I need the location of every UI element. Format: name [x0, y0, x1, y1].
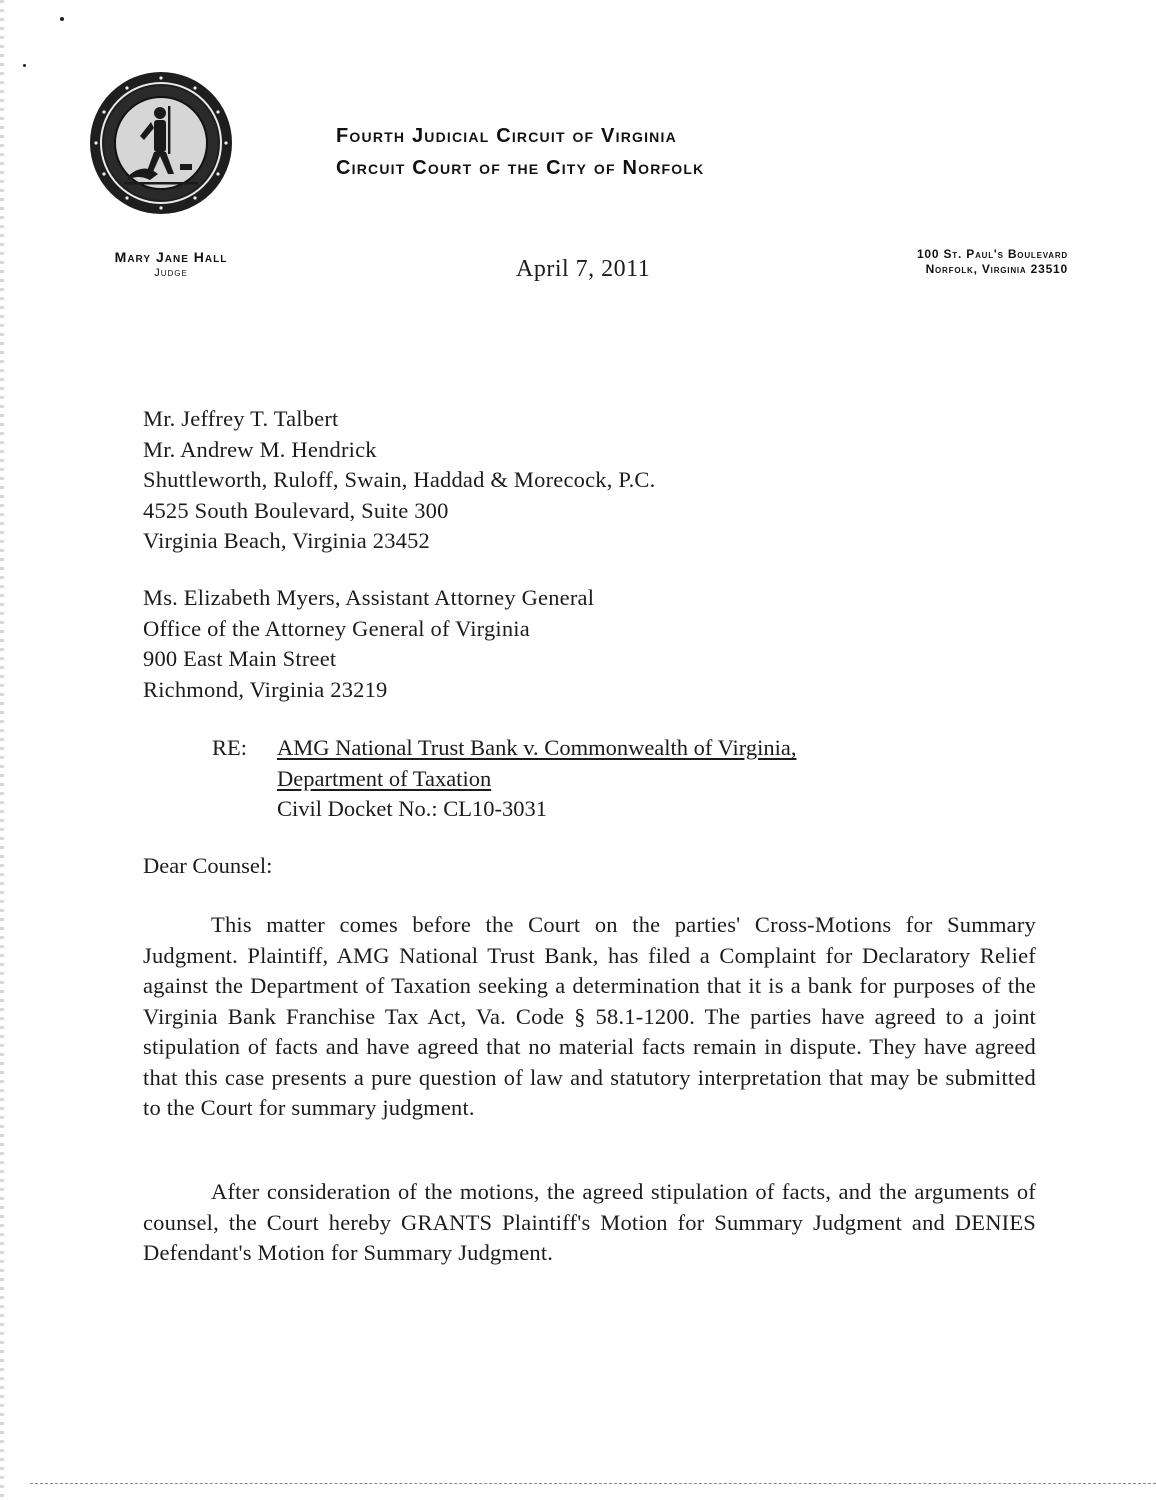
- court-name-line1: Fourth Judicial Circuit of Virginia: [336, 125, 677, 147]
- recipient1-line: Virginia Beach, Virginia 23452: [143, 528, 431, 553]
- judge-name: Mary Jane Hall: [114, 249, 228, 265]
- court-heading: [336, 120, 896, 184]
- court-address-line1: 100 St. Paul's Boulevard: [916, 247, 1068, 261]
- letter-date: April 7, 2011: [516, 256, 651, 282]
- judge-title: Judge: [154, 267, 188, 279]
- recipient-address-2: [143, 583, 594, 705]
- case-caption-line2: Department of Taxation: [277, 765, 492, 791]
- docket-number: Civil Docket No.: CL10-3031: [277, 796, 547, 821]
- re-lines: [277, 733, 917, 825]
- court-address-line2: Norfolk, Virginia 23510: [925, 262, 1068, 276]
- recipient1-line: Mr. Jeffrey T. Talbert: [143, 406, 339, 431]
- court-address: [838, 247, 1068, 277]
- case-caption-line1: AMG National Trust Bank v. Commonwealth of Virginia,: [277, 735, 797, 760]
- virginia-seal-icon: [88, 70, 234, 216]
- recipient1-line: 4525 South Boulevard, Suite 300: [143, 497, 449, 523]
- scan-speck: [60, 17, 64, 21]
- recipient-address-1: [143, 404, 655, 557]
- scan-edge: [0, 0, 4, 1500]
- recipient2-line: 900 East Main Street: [143, 646, 337, 671]
- recipient2-line: Ms. Elizabeth Myers, Assistant Attorney General: [143, 585, 595, 610]
- scan-speck: [23, 64, 26, 67]
- body-paragraph-1: This matter comes before the Court on the parties' Cross-Motions for Summary Judgment. Plaintiff, AMG National Trust Bank, has filed a Complaint for Declaratory Relief against the Department of Taxation seeking a determination that it is a bank for purposes of the Virginia Bank Franchise Tax Act, Va. Code § 58.1-1200. The parties have agreed to a joint stipulation of facts and have agreed that no material facts remain in dispute. They have agreed that this case presents a pure question of law and statutory interpretation that may be submitted to the Court for summary judgment.: [143, 912, 1036, 1120]
- court-name-line2: Circuit Court of the City of Norfolk: [336, 157, 705, 179]
- salutation: Dear Counsel:: [143, 853, 273, 878]
- page-bottom-rule: [30, 1483, 1156, 1484]
- recipient1-line: Mr. Andrew M. Hendrick: [143, 436, 377, 462]
- recipient1-line: Shuttleworth, Ruloff, Swain, Haddad & Morecock, P.C.: [143, 467, 656, 492]
- judge-block: [86, 249, 256, 281]
- recipient2-line: Office of the Attorney General of Virginia: [143, 615, 530, 641]
- body-paragraph-2: After consideration of the motions, the agreed stipulation of facts, and the arguments of counsel, the Court hereby GRANTS Plaintiff's Motion for Summary Judgment and DENIES Defendant's Motion for Summary Judgment.: [143, 1179, 1036, 1265]
- re-label: RE:: [212, 735, 248, 760]
- recipient2-line: Richmond, Virginia 23219: [143, 676, 388, 702]
